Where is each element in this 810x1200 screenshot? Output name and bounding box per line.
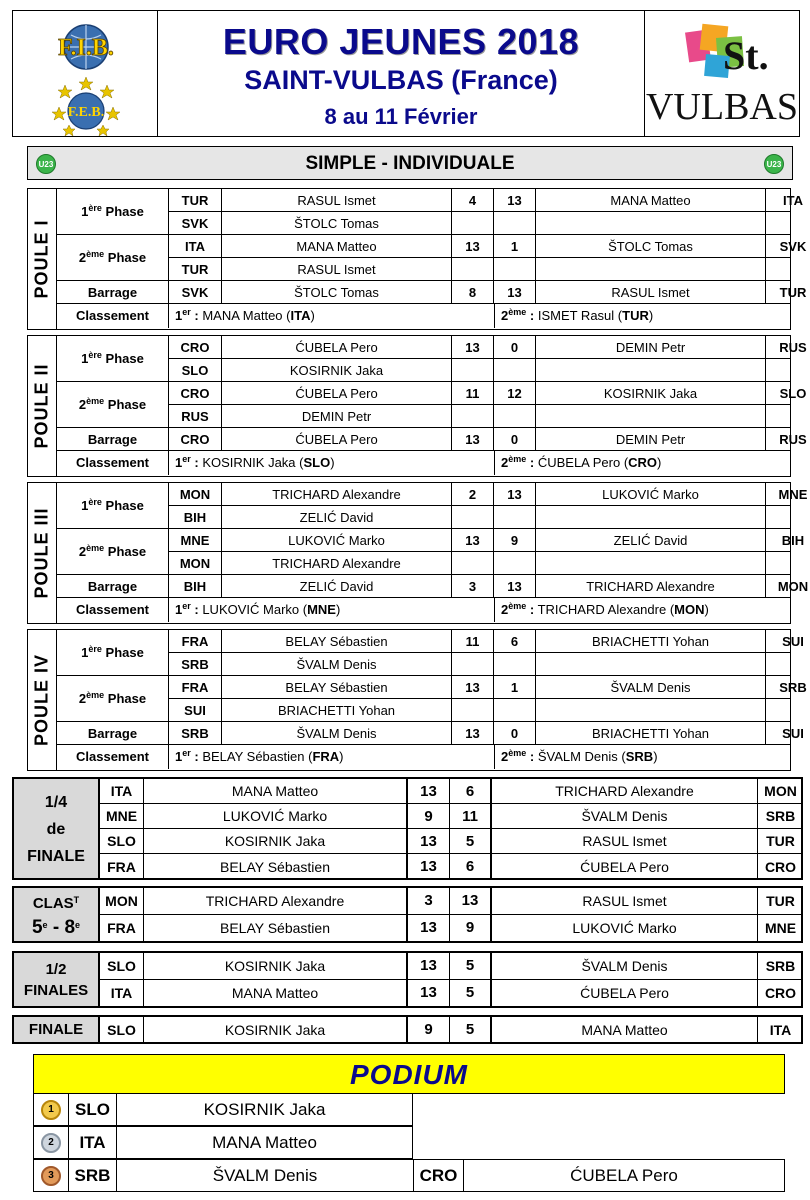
podium-name: MANA Matteo — [212, 1132, 317, 1152]
semi-final-label: 1/2 FINALES — [14, 953, 100, 1006]
country-code: SLO — [779, 386, 807, 401]
player-name — [536, 552, 766, 575]
score: 5 — [450, 829, 492, 853]
podium-second-row — [33, 1126, 413, 1159]
player-name: BELAY Sébastien — [222, 676, 452, 699]
pool-4 — [27, 629, 807, 771]
knockout-match-row — [100, 1017, 801, 1042]
score — [494, 405, 536, 428]
score: 13 — [408, 779, 450, 803]
u23-badge-icon: U23 — [764, 154, 784, 174]
classement-row — [57, 745, 790, 771]
silver-medal-icon: 2 — [41, 1133, 61, 1153]
player-name: KOSIRNIK Jaka — [536, 382, 766, 405]
st-vulbas-logo-icon — [645, 11, 800, 136]
country-code — [766, 506, 810, 529]
knockout-match-row — [100, 980, 801, 1007]
player-name: TRICHARD Alexandre — [222, 483, 452, 506]
score: 0 — [494, 722, 536, 745]
classement-first: 1er : KOSIRNIK Jaka (SLO) — [169, 451, 495, 475]
classement-5-8-label: $CLAS^T$ 5e - 8e — [14, 888, 100, 941]
country-code: CRO — [169, 428, 222, 451]
classement-row — [57, 598, 790, 624]
score — [452, 653, 494, 676]
player-name: ĆUBELA Pero — [222, 336, 452, 359]
player-name: DEMIN Petr — [536, 428, 766, 451]
classement-first: 1er : MANA Matteo (ITA) — [169, 304, 495, 328]
country-code: SVK — [169, 212, 222, 235]
country-code: ITA — [769, 1021, 792, 1038]
player-name — [536, 258, 766, 281]
player-name: RASUL Ismet — [222, 189, 452, 212]
country-code: TUR — [169, 189, 222, 212]
bronze-medal-icon: 3 — [41, 1166, 61, 1186]
score: 5 — [450, 1017, 492, 1042]
score — [452, 359, 494, 382]
country-code: MON — [777, 579, 809, 594]
score — [494, 552, 536, 575]
score: 9 — [408, 1017, 450, 1042]
score — [494, 258, 536, 281]
country-code: CRO — [169, 382, 222, 405]
player-name: LUKOVIĆ Marko — [492, 915, 758, 942]
pool-label: POULE III — [28, 483, 57, 623]
podium-country: ITA — [69, 1127, 117, 1158]
classement-row — [57, 451, 790, 477]
score: 5 — [450, 953, 492, 979]
player-name: KOSIRNIK Jaka — [222, 359, 452, 382]
score — [494, 506, 536, 529]
country-code: TUR — [779, 285, 807, 300]
country-code: RUS — [169, 405, 222, 428]
country-code: SLO — [100, 829, 144, 853]
classement-label: Classement — [57, 451, 169, 475]
country-code: RUS — [779, 340, 807, 355]
score: 13 — [408, 915, 450, 942]
country-code: SLO — [100, 1017, 144, 1042]
classement-label: Classement — [57, 598, 169, 622]
final-label: FINALE — [14, 1017, 100, 1042]
player-name: BELAY Sébastien — [222, 630, 452, 653]
player-name: ZELIĆ David — [222, 506, 452, 529]
country-code — [766, 359, 810, 382]
country-code: FRA — [169, 630, 222, 653]
score: 0 — [494, 336, 536, 359]
score: 4 — [452, 189, 494, 212]
phase-label: Barrage — [57, 722, 169, 745]
phase-label: 1ère Phase — [57, 630, 169, 676]
country-code: BIH — [169, 575, 222, 598]
country-code: MON — [169, 483, 222, 506]
player-name: ŠTOLC Tomas — [222, 212, 452, 235]
score: 13 — [408, 953, 450, 979]
score: 9 — [494, 529, 536, 552]
podium-first-row — [33, 1093, 413, 1126]
score: 3 — [452, 575, 494, 598]
player-name: LUKOVIĆ Marko — [222, 529, 452, 552]
classement-second: 2ème : ĆUBELA Pero (CRO) — [501, 454, 662, 470]
player-name: DEMIN Petr — [536, 336, 766, 359]
phase-label: Barrage — [57, 575, 169, 598]
score: 5 — [450, 980, 492, 1007]
country-code: MNE — [169, 529, 222, 552]
country-code: FRA — [100, 915, 144, 942]
country-code: TUR — [169, 258, 222, 281]
score — [452, 506, 494, 529]
podium-country: SLO — [69, 1094, 117, 1125]
score: 3 — [408, 888, 450, 914]
player-name: MANA Matteo — [144, 980, 408, 1007]
player-name — [536, 506, 766, 529]
country-code: MNE — [764, 919, 797, 936]
score: 6 — [450, 854, 492, 879]
phase-label: 2ème Phase — [57, 382, 169, 428]
quarter-final-label: 1/4 de FINALE — [14, 779, 100, 878]
score — [452, 552, 494, 575]
knockout-match-row — [100, 854, 801, 879]
player-name: BELAY Sébastien — [144, 854, 408, 879]
podium-name: ŠVALM Denis — [117, 1160, 414, 1191]
podium-name: ĆUBELA Pero — [570, 1165, 678, 1185]
player-name: RASUL Ismet — [222, 258, 452, 281]
phase-label: 1ère Phase — [57, 483, 169, 529]
country-code: TUR — [766, 892, 795, 909]
score: 13 — [452, 676, 494, 699]
score — [494, 699, 536, 722]
score: 13 — [452, 722, 494, 745]
semi-final-block — [12, 951, 803, 1008]
score: 13 — [408, 980, 450, 1007]
player-name: ŠVALM Denis — [492, 804, 758, 828]
player-name: BELAY Sébastien — [144, 915, 408, 942]
score: 13 — [494, 575, 536, 598]
classement-first: 1er : BELAY Sébastien (FRA) — [169, 745, 495, 769]
podium-country: SRB — [69, 1160, 117, 1191]
svg-text:F.E.B.: F.E.B. — [67, 105, 105, 120]
score: 0 — [494, 428, 536, 451]
event-dates: 8 au 11 Février — [324, 104, 478, 129]
player-name: MANA Matteo — [222, 235, 452, 258]
score: 13 — [450, 888, 492, 914]
pool-1 — [27, 188, 807, 330]
podium-third-row — [33, 1159, 785, 1192]
score — [452, 699, 494, 722]
player-name: TRICHARD Alexandre — [536, 575, 766, 598]
player-name: RASUL Ismet — [492, 888, 758, 914]
player-name — [536, 212, 766, 235]
phase-label: 2ème Phase — [57, 529, 169, 575]
st-vulbas-logo — [644, 11, 799, 136]
country-code: SRB — [169, 653, 222, 676]
player-name: MANA Matteo — [536, 189, 766, 212]
country-code — [766, 699, 810, 722]
score: 13 — [494, 189, 536, 212]
classement-second: 2ème : ISMET Rasul (TUR) — [501, 307, 654, 323]
player-name: ZELIĆ David — [222, 575, 452, 598]
header — [12, 10, 800, 137]
pool-2 — [27, 335, 807, 477]
knockout-match-row — [100, 779, 801, 804]
pool-label: POULE II — [28, 336, 57, 476]
country-code: SVK — [169, 281, 222, 304]
country-code: MON — [764, 783, 797, 799]
player-name: LUKOVIĆ Marko — [144, 804, 408, 828]
score: 2 — [452, 483, 494, 506]
player-name — [536, 699, 766, 722]
score — [452, 212, 494, 235]
country-code: TUR — [766, 833, 795, 849]
player-name: ŠVALM Denis — [536, 676, 766, 699]
country-code: BIH — [781, 533, 805, 548]
podium-name: KOSIRNIK Jaka — [203, 1099, 326, 1119]
country-code: RUS — [779, 432, 807, 447]
score: 13 — [494, 483, 536, 506]
country-code — [766, 405, 810, 428]
country-code: FRA — [100, 854, 144, 879]
country-code: MON — [100, 888, 144, 914]
country-code: ITA — [169, 235, 222, 258]
player-name: ĆUBELA Pero — [492, 980, 758, 1007]
score — [494, 212, 536, 235]
player-name: KOSIRNIK Jaka — [144, 953, 408, 979]
phase-label: 1ère Phase — [57, 336, 169, 382]
classement-label: Classement — [57, 304, 169, 328]
player-name: ŠVALM Denis — [222, 653, 452, 676]
classement-row — [57, 304, 790, 330]
player-name — [536, 359, 766, 382]
score: 13 — [494, 281, 536, 304]
fib-feb-logo — [13, 11, 158, 136]
score: 11 — [452, 382, 494, 405]
final-block — [12, 1015, 803, 1044]
country-code — [766, 258, 810, 281]
player-name — [536, 405, 766, 428]
podium-title: PODIUM — [33, 1054, 785, 1094]
score: 9 — [408, 804, 450, 828]
player-name: TRICHARD Alexandre — [492, 779, 758, 803]
country-code: FRA — [169, 676, 222, 699]
country-code: ITA — [783, 193, 803, 208]
phase-label: 1ère Phase — [57, 189, 169, 235]
player-name: MANA Matteo — [144, 779, 408, 803]
score: 13 — [408, 854, 450, 879]
player-name: ŠVALM Denis — [222, 722, 452, 745]
player-name: LUKOVIĆ Marko — [536, 483, 766, 506]
classement-second: 2ème : TRICHARD Alexandre (MON) — [501, 601, 709, 617]
country-code: CRO — [764, 858, 797, 875]
pool-label: POULE I — [28, 189, 57, 329]
phase-label: 2ème Phase — [57, 676, 169, 722]
country-code: SRB — [765, 957, 796, 974]
quarter-final-block — [12, 777, 803, 880]
country-code: SLO — [169, 359, 222, 382]
pool-3 — [27, 482, 809, 624]
player-name: RASUL Ismet — [492, 829, 758, 853]
u23-badge-icon: U23 — [36, 154, 56, 174]
country-code — [766, 552, 810, 575]
knockout-match-row — [100, 804, 801, 829]
score: 6 — [494, 630, 536, 653]
score — [494, 359, 536, 382]
country-code: CRO — [764, 984, 797, 1001]
score: 13 — [452, 428, 494, 451]
score: 9 — [450, 915, 492, 942]
player-name: MANA Matteo — [492, 1017, 758, 1042]
classement-first: 1er : LUKOVIĆ Marko (MNE) — [169, 598, 495, 622]
player-name: KOSIRNIK Jaka — [144, 1017, 408, 1042]
player-name: ZELIĆ David — [536, 529, 766, 552]
player-name: BRIACHETTI Yohan — [536, 722, 766, 745]
player-name: ĆUBELA Pero — [222, 382, 452, 405]
svg-text:VULBAS: VULBAS — [645, 86, 799, 128]
country-code: SVK — [779, 239, 807, 254]
player-name: DEMIN Petr — [222, 405, 452, 428]
player-name: KOSIRNIK Jaka — [144, 829, 408, 853]
player-name: TRICHARD Alexandre — [222, 552, 452, 575]
score: 13 — [408, 829, 450, 853]
score: 11 — [450, 804, 492, 828]
player-name: BRIACHETTI Yohan — [536, 630, 766, 653]
event-location: SAINT-VULBAS (France) — [244, 65, 558, 95]
svg-text:St.: St. — [723, 33, 769, 78]
classement-5-8-block — [12, 886, 803, 943]
player-name: TRICHARD Alexandre — [144, 888, 408, 914]
country-code: SRB — [765, 808, 796, 824]
category-title: SIMPLE - INDIVIDUALE — [305, 153, 515, 174]
country-code: SRB — [169, 722, 222, 745]
pool-label: POULE IV — [28, 630, 57, 770]
player-name: BRIACHETTI Yohan — [222, 699, 452, 722]
country-code: SLO — [100, 953, 144, 979]
svg-text:F.I.B.: F.I.B. — [58, 35, 114, 61]
score: 13 — [452, 529, 494, 552]
country-code: MNE — [100, 804, 144, 828]
knockout-match-row — [100, 953, 801, 980]
country-code: MON — [169, 552, 222, 575]
score: 13 — [452, 235, 494, 258]
score: 13 — [452, 336, 494, 359]
classement-label: Classement — [57, 745, 169, 769]
header-titles — [158, 11, 644, 136]
player-name: ŠTOLC Tomas — [222, 281, 452, 304]
score: 1 — [494, 676, 536, 699]
player-name: ŠTOLC Tomas — [536, 235, 766, 258]
country-code: BIH — [169, 506, 222, 529]
country-code — [766, 653, 810, 676]
score — [494, 653, 536, 676]
score — [452, 258, 494, 281]
event-title: EURO JEUNES 2018 — [222, 21, 580, 62]
player-name: ĆUBELA Pero — [492, 854, 758, 879]
score: 11 — [452, 630, 494, 653]
score: 1 — [494, 235, 536, 258]
player-name: ŠVALM Denis — [492, 953, 758, 979]
country-code — [766, 212, 810, 235]
phase-label: 2ème Phase — [57, 235, 169, 281]
country-code: ITA — [100, 779, 144, 803]
category-bar — [27, 146, 793, 180]
player-name: ĆUBELA Pero — [222, 428, 452, 451]
podium-country: CRO — [414, 1160, 464, 1191]
country-code: SUI — [782, 634, 804, 649]
player-name: RASUL Ismet — [536, 281, 766, 304]
knockout-match-row — [100, 915, 801, 942]
country-code: SUI — [782, 726, 804, 741]
country-code: SUI — [169, 699, 222, 722]
score: 12 — [494, 382, 536, 405]
phase-label: Barrage — [57, 281, 169, 304]
score: 6 — [450, 779, 492, 803]
classement-second: 2ème : ŠVALM Denis (SRB) — [501, 748, 658, 764]
fib-logo-icon — [13, 11, 158, 136]
country-code: SRB — [779, 680, 807, 695]
country-code: CRO — [169, 336, 222, 359]
knockout-match-row — [100, 888, 801, 915]
gold-medal-icon: 1 — [41, 1100, 61, 1120]
player-name — [536, 653, 766, 676]
country-code: ITA — [100, 980, 144, 1007]
country-code: MNE — [778, 487, 808, 502]
score: 8 — [452, 281, 494, 304]
score — [452, 405, 494, 428]
phase-label: Barrage — [57, 428, 169, 451]
knockout-match-row — [100, 829, 801, 854]
